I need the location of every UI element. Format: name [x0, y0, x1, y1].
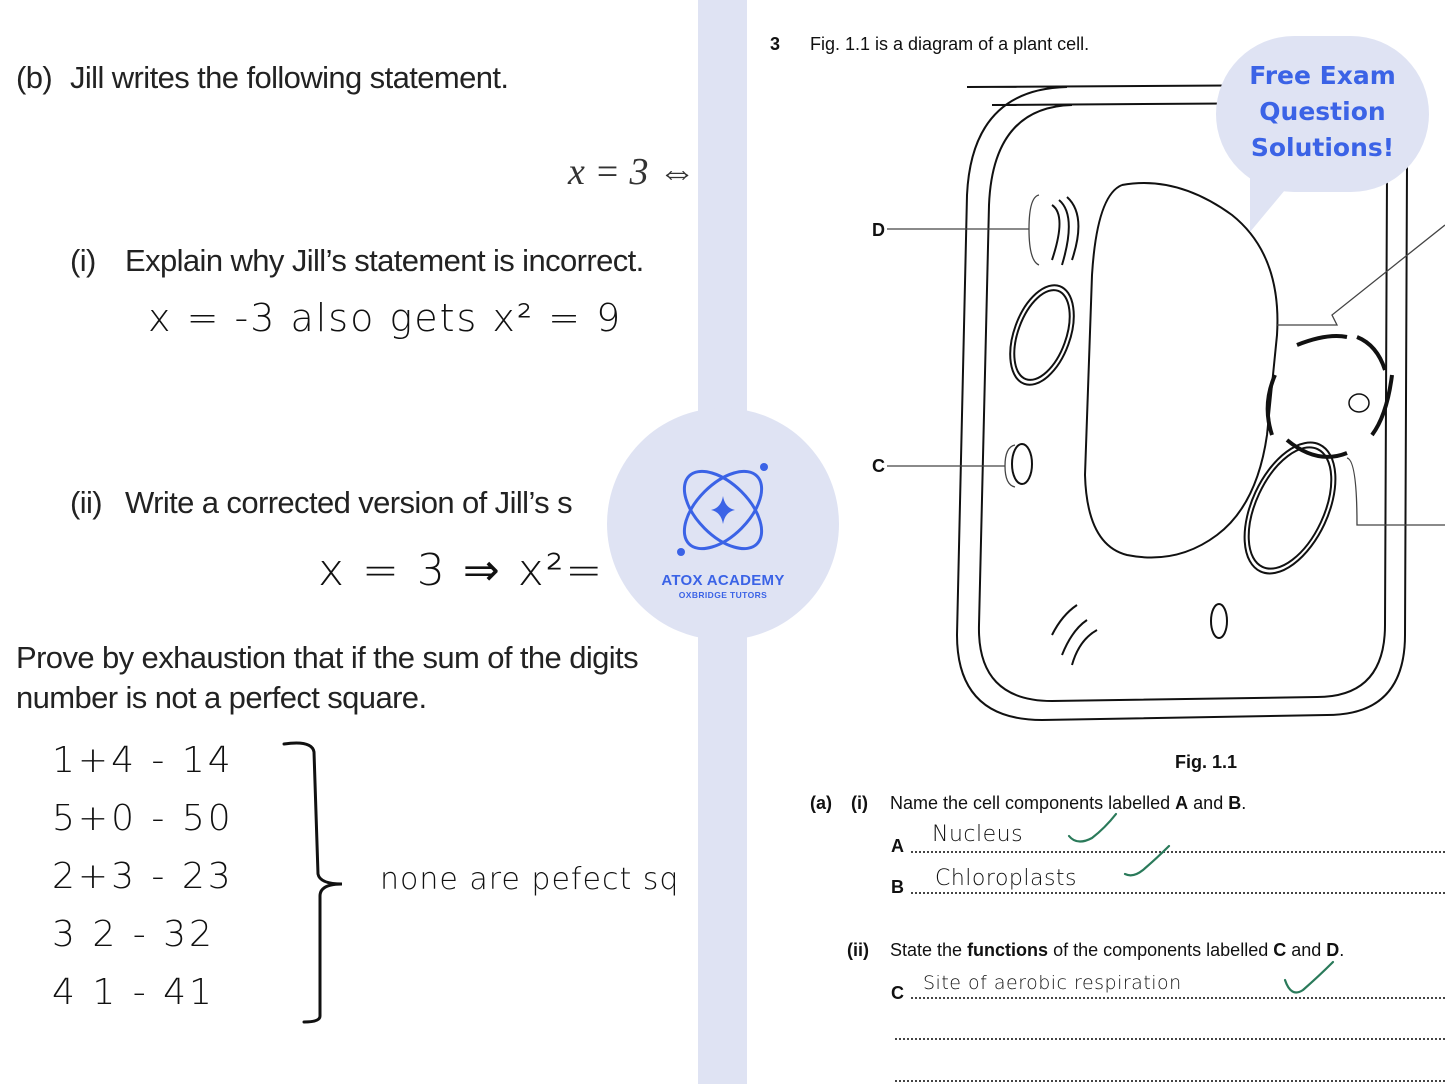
check-icon	[1069, 814, 1116, 842]
part-ii-label: (ii)	[70, 485, 103, 520]
part-b-text: Jill writes the following statement.	[70, 60, 509, 95]
proof-row: 5+0 - 50	[52, 798, 234, 839]
question-intro: Fig. 1.1 is a diagram of a plant cell.	[810, 34, 1090, 54]
answer-c-letter: C	[891, 983, 904, 1003]
part-ii-handwritten-answer: x = 3 ⇒ x²=	[318, 545, 605, 596]
proof-row: 4 1 - 41	[52, 972, 215, 1013]
curly-bracket-icon	[280, 738, 380, 1028]
check-icon	[1285, 962, 1333, 992]
part-i-handwritten-answer: x = -3 also gets x² = 9	[148, 296, 623, 340]
part-a-ii-question: State the functions of the components labelled C and D.	[890, 940, 1345, 960]
answer-b-letter: B	[891, 877, 904, 897]
answer-b-handwritten: Chloroplasts	[935, 866, 1078, 891]
jill-statement: x = 3 ⇔	[568, 151, 697, 193]
answer-a-handwritten: Nucleus	[932, 822, 1024, 847]
proof-question-line1: Prove by exhaustion that if the sum of the digits	[16, 640, 638, 675]
part-b-label: (b)	[16, 60, 53, 95]
atox-academy-logo	[607, 408, 839, 640]
atom-icon	[673, 460, 773, 560]
part-a-i-label: (i)	[851, 793, 868, 813]
logo-tagline: OXBRIDGE TUTORS	[678, 590, 768, 600]
diagram-label-d: D	[872, 220, 885, 240]
proof-question-line2: number is not a perfect square.	[16, 680, 427, 715]
promo-speech-bubble[interactable]	[1216, 36, 1429, 192]
figure-caption: Fig. 1.1	[1175, 752, 1238, 772]
proof-work-list	[52, 740, 234, 1030]
part-ii-text: Write a corrected version of Jill’s s	[125, 485, 572, 520]
part-a-i-question: Name the cell components labelled A and B.	[890, 793, 1247, 813]
logo-title: ATOX ACADEMY	[661, 572, 785, 589]
proof-row: 3 2 - 32	[52, 914, 215, 955]
answer-c-handwritten: Site of aerobic respiration	[923, 972, 1182, 994]
part-a-ii-label: (ii)	[847, 940, 869, 960]
proof-row: 2+3 - 23	[52, 856, 234, 897]
promo-text: Free Exam Question Solutions!	[1249, 61, 1396, 162]
part-i-label: (i)	[70, 243, 96, 278]
part-a-label: (a)	[810, 793, 832, 813]
diagram-label-c: C	[872, 456, 885, 476]
answer-a-letter: A	[891, 836, 904, 856]
proof-row: 1+4 - 14	[52, 740, 234, 781]
maths-exam-page	[0, 0, 698, 1084]
question-number: 3	[770, 34, 781, 54]
proof-conclusion: none are pefect sq	[380, 862, 680, 897]
check-icon	[1125, 846, 1169, 875]
part-i-text: Explain why Jill’s statement is incorrect.	[125, 243, 644, 278]
